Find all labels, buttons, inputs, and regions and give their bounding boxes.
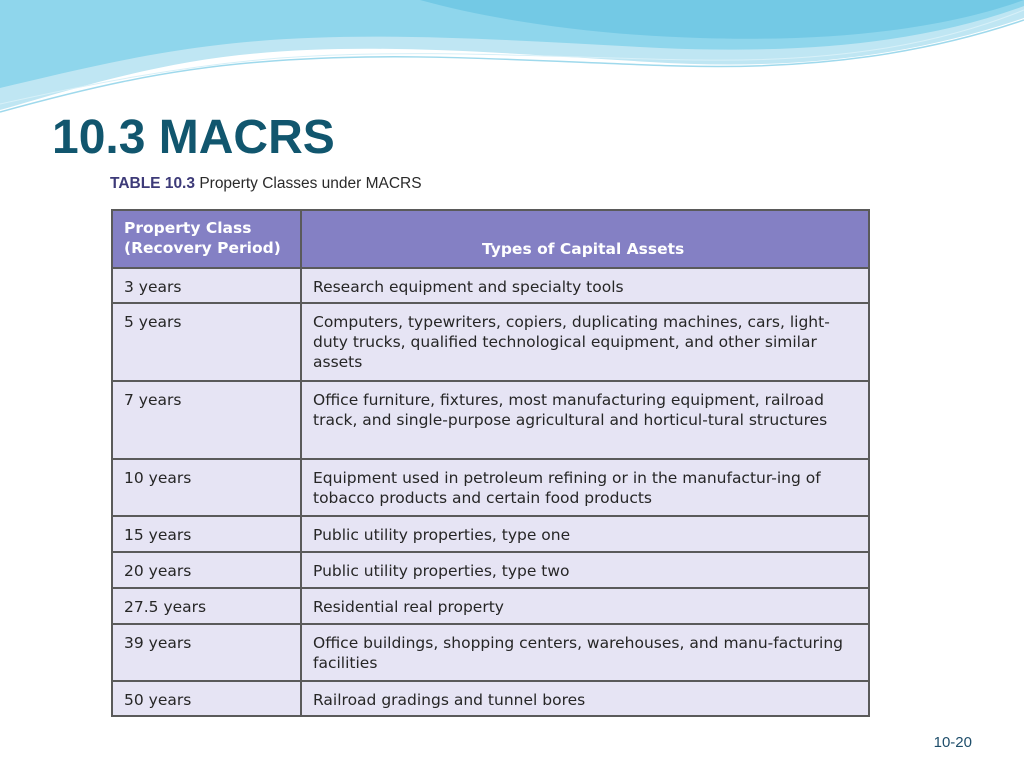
row-period: 15 years [112, 516, 301, 552]
row-period: 7 years [112, 381, 301, 459]
header-types-of-assets: Types of Capital Assets [301, 210, 869, 268]
table-row [112, 552, 869, 588]
row-assets: Research equipment and specialty tools [301, 268, 869, 303]
table-panel [103, 170, 881, 722]
property-class-table [111, 209, 870, 717]
table-caption-label: TABLE 10.3 [110, 175, 195, 192]
page-number: 10-20 [933, 734, 972, 751]
decorative-header-wave [0, 0, 1024, 120]
row-assets: Office buildings, shopping centers, warehouses, and manu-facturing facilities [301, 624, 869, 681]
header-property-class [112, 210, 301, 268]
row-period: 27.5 years [112, 588, 301, 624]
row-period: 5 years [112, 303, 301, 381]
table-row [112, 588, 869, 624]
table-row [112, 268, 869, 303]
table-row [112, 381, 869, 459]
table-caption [110, 175, 422, 193]
table-header-row [112, 210, 869, 268]
row-period: 50 years [112, 681, 301, 716]
row-assets: Railroad gradings and tunnel bores [301, 681, 869, 716]
table-row [112, 516, 869, 552]
row-assets: Computers, typewriters, copiers, duplicating machines, cars, light-duty trucks, qualified technological equipment, and other similar assets [301, 303, 869, 381]
slide-title: 10.3 MACRS [52, 111, 335, 164]
row-assets: Public utility properties, type one [301, 516, 869, 552]
row-period: 10 years [112, 459, 301, 516]
table-row [112, 624, 869, 681]
row-assets: Residential real property [301, 588, 869, 624]
table-caption-text: Property Classes under MACRS [199, 175, 422, 192]
row-assets: Equipment used in petroleum refining or in the manufactur-ing of tobacco products and certain food products [301, 459, 869, 516]
table-row [112, 303, 869, 381]
header-property-class-line1: Property Class [124, 219, 252, 237]
row-assets: Public utility properties, type two [301, 552, 869, 588]
row-period: 20 years [112, 552, 301, 588]
row-period: 3 years [112, 268, 301, 303]
header-property-class-line2: (Recovery Period) [124, 239, 281, 257]
table-row [112, 459, 869, 516]
row-assets: Office furniture, fixtures, most manufacturing equipment, railroad track, and single-purpose agricultural and horticul-tural structures [301, 381, 869, 459]
row-period: 39 years [112, 624, 301, 681]
table-row [112, 681, 869, 716]
